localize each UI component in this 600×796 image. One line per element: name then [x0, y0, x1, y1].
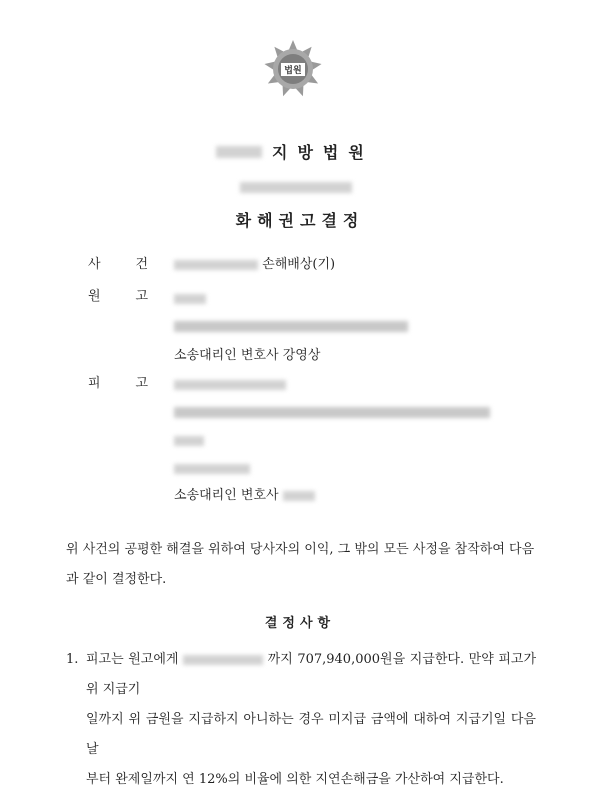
emblem-text: 법원	[284, 66, 302, 76]
redacted-defendant-name	[174, 374, 286, 393]
decision-item	[66, 645, 536, 795]
intro-paragraph	[66, 535, 536, 595]
defendant-label: 피 고	[88, 376, 148, 391]
intro-line-2: 과 같이 결정한다.	[66, 572, 167, 587]
court-name-line	[216, 140, 416, 163]
intro-line-1: 위 사건의 공평한 해결을 위하여 당사자의 이익, 그 밖의 모든 사정을 참작하여 다음	[66, 542, 535, 557]
court-emblem	[262, 38, 324, 100]
item-line-2: 일까지 위 금원을 지급하지 아니하는 경우 미지급 금액에 대하여 지급기일 다음날	[86, 712, 536, 757]
decision-title: 결정사항	[264, 616, 336, 631]
plaintiff-label: 원 고	[88, 289, 148, 304]
redacted-division	[240, 177, 352, 196]
redacted-plaintiff-address	[174, 316, 408, 335]
redacted-plaintiff-name	[174, 288, 206, 307]
item-line-3: 부터 완제일까지 연 12%의 비율에 의한 지연손해금을 가산하여 지급한다.	[86, 772, 504, 787]
defendant-attorney: 소송대리인 변호사	[174, 488, 279, 503]
plaintiff-attorney: 소송대리인 변호사 강영상	[174, 348, 321, 363]
redacted-defendant-line3	[174, 430, 204, 449]
document-title: 화해권고결정	[235, 211, 365, 230]
redacted-court-region	[216, 146, 262, 158]
item-number: 1.	[66, 652, 79, 667]
case-field	[174, 253, 335, 272]
case-name: 손해배상(기)	[262, 257, 336, 272]
item-line-1: 피고는 원고에게 까지 707,940,000원을 지급한다. 만약 피고가 위 지급기	[86, 652, 537, 697]
case-label: 사 건	[88, 257, 148, 272]
redacted-defendant-address	[174, 402, 490, 421]
redacted-defendant-line4	[174, 458, 250, 477]
court-name: 지방법원	[272, 143, 374, 162]
defendant-attorney-line	[174, 484, 315, 503]
